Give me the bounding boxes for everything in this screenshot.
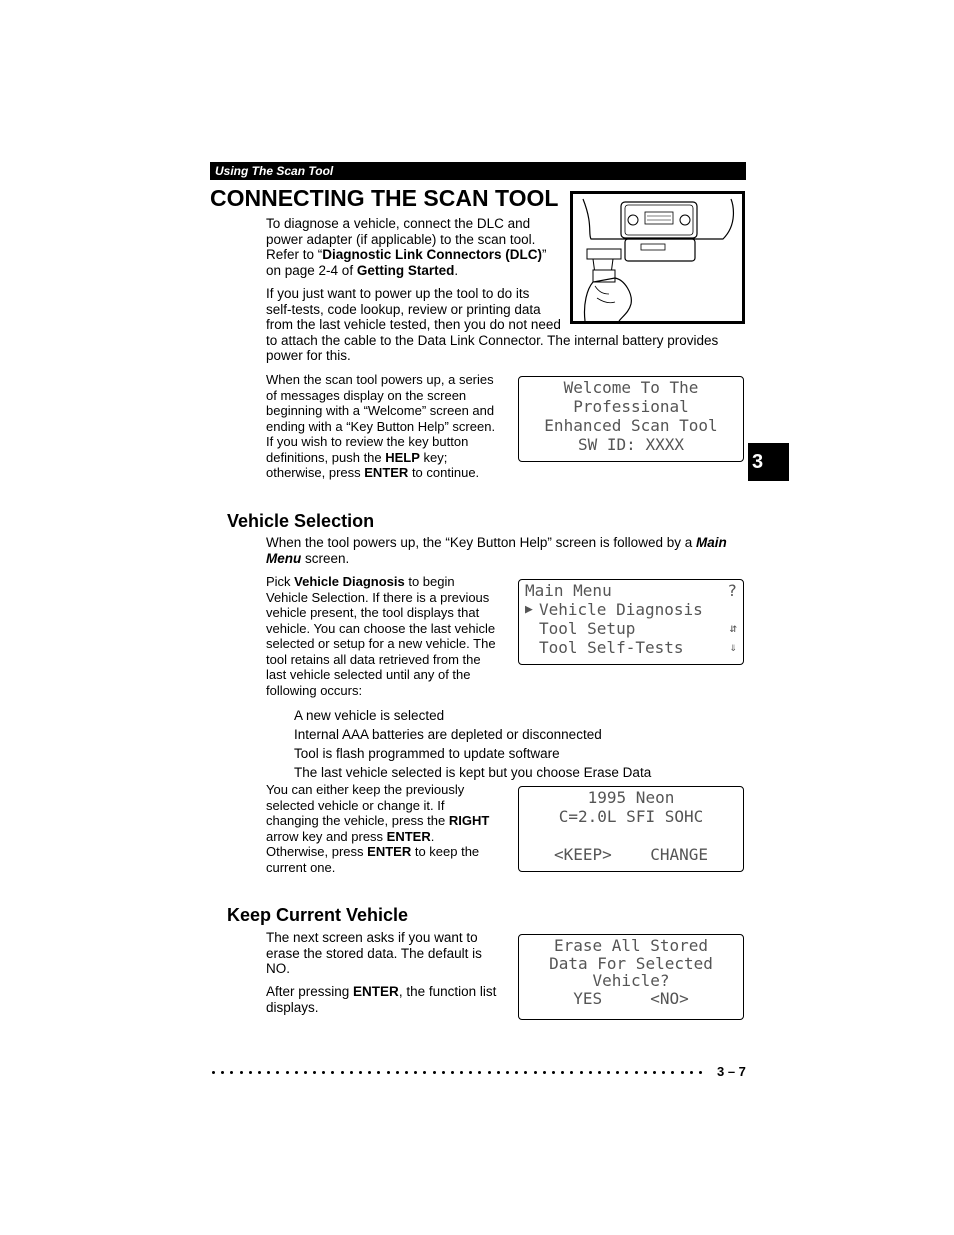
footer-dot: [506, 1071, 509, 1074]
text-line: To diagnose a vehicle, connect the DLC and: [266, 216, 531, 231]
enter-key-label: ENTER: [353, 984, 399, 999]
footer-dot: [322, 1071, 325, 1074]
text-line: When the scan tool powers up, a series: [266, 372, 494, 387]
footer-dot: [341, 1071, 344, 1074]
text-line: The next screen asks if you want to: [266, 930, 478, 945]
chapter-tab: 3: [748, 443, 789, 481]
footer-dot: [350, 1071, 353, 1074]
footer-dot: [561, 1071, 564, 1074]
text-line: [266, 984, 496, 1000]
text-line: beginning with a “Welcome” screen and: [266, 403, 495, 418]
scroll-indicator-icon: ⇵: [729, 621, 737, 635]
lcd-line: Enhanced Scan Tool: [544, 416, 718, 435]
page-title: CONNECTING THE SCAN TOOL: [210, 185, 559, 211]
footer-dot: [699, 1071, 702, 1074]
footer-dot: [414, 1071, 417, 1074]
footer-dot: [377, 1071, 380, 1074]
text-line: [266, 535, 727, 551]
scroll-down-icon: ⇓: [729, 640, 737, 654]
dlc-reference-link: Diagnostic Link Connectors (DLC): [322, 247, 543, 262]
text-line: selected or setup for a new vehicle. The: [266, 636, 496, 651]
footer-dot: [653, 1071, 656, 1074]
text-line: If you wish to review the key button: [266, 434, 469, 449]
enter-key-label: ENTER: [386, 828, 431, 844]
lcd-vehicle-screen: [518, 786, 744, 872]
section-header-bar: Using The Scan Tool: [210, 162, 746, 180]
text-span: .: [454, 262, 459, 278]
text-line: If you just want to power up the tool to do its: [266, 286, 530, 301]
list-item: The last vehicle selected is kept but you choose Erase Data: [294, 765, 652, 780]
footer-dot: [524, 1071, 527, 1074]
vehicle-selection-paragraph-3: [266, 782, 489, 875]
text-line: self-tests, code lookup, review or printing data: [266, 301, 541, 317]
footer-dot: [534, 1071, 537, 1074]
text-line: power adapter (if applicable) to the scan tool.: [266, 231, 536, 247]
lcd-line: SW ID: XXXX: [578, 435, 684, 454]
footer-dot: [451, 1071, 454, 1074]
footer-dot: [368, 1071, 371, 1074]
text-span: on page 2-4 of: [266, 262, 357, 278]
right-key-label: RIGHT: [448, 813, 490, 828]
text-line: vehicle present, the tool displays that: [266, 605, 480, 620]
text-line: [266, 844, 489, 860]
footer-dot: [681, 1071, 684, 1074]
intro-paragraph-1: [266, 216, 547, 278]
footer-dot: [570, 1071, 573, 1074]
text-span: After pressing: [266, 984, 354, 999]
footer-dot: [331, 1071, 334, 1074]
text-line: [266, 574, 496, 590]
text-line: from the last vehicle tested, then you do not need: [266, 317, 561, 332]
footer-dot: [671, 1071, 674, 1074]
vehicle-selection-paragraph-1: [266, 535, 727, 566]
footer-dot: [625, 1071, 628, 1074]
text-line: Vehicle Selection. If there is a previous: [266, 589, 490, 605]
text-span: Refer to “: [266, 247, 323, 262]
footer-dot: [276, 1071, 279, 1074]
lcd-line: Erase All Stored: [553, 936, 709, 955]
footer-dot: [460, 1071, 463, 1074]
footer-dot: [313, 1071, 316, 1074]
text-line: erase the stored data. The default is: [266, 945, 482, 961]
text-line: displays.: [266, 999, 319, 1015]
text-span: When the tool powers up, the “Key Button Help” screen is followed by a: [266, 535, 696, 550]
text-span: otherwise, press: [266, 465, 365, 480]
text-span: screen.: [301, 550, 350, 566]
vehicle-diagnosis-term: Vehicle Diagnosis: [294, 574, 405, 589]
text-span: arrow key and press: [266, 828, 387, 844]
footer-dot: [442, 1071, 445, 1074]
text-span: key;: [419, 449, 448, 465]
text-line: last vehicle selected until any of the: [266, 667, 471, 682]
text-span: Otherwise, press: [266, 844, 368, 859]
footer-dot: [469, 1071, 472, 1074]
text-span: definitions, push the: [266, 449, 386, 465]
footer-dot: [552, 1071, 555, 1074]
text-span: ”: [542, 247, 547, 262]
text-line: current one.: [266, 859, 336, 875]
intro-paragraph-2: [266, 286, 718, 364]
text-span: to continue.: [408, 465, 480, 480]
text-line: [266, 247, 547, 263]
footer-dot: [488, 1071, 491, 1074]
vehicle-selection-heading: Vehicle Selection: [227, 511, 375, 531]
lcd-erase-screen: [518, 934, 744, 1020]
footer-dot: [221, 1071, 224, 1074]
footer-dot: [616, 1071, 619, 1074]
vehicle-selection-paragraph-2: [266, 574, 496, 698]
footer-dot: [267, 1071, 270, 1074]
text-line: of messages display on the screen: [266, 387, 467, 403]
lcd-menu-title: Main Menu: [525, 581, 612, 600]
footer-dot: [497, 1071, 500, 1074]
text-line: [266, 263, 547, 279]
lcd-line: <KEEP> CHANGE: [553, 845, 709, 864]
lcd-line: Welcome To The: [563, 378, 699, 397]
page-number: 3 – 7: [717, 1064, 746, 1079]
text-line: [266, 465, 495, 481]
footer-dot: [644, 1071, 647, 1074]
footer-dot: [433, 1071, 436, 1074]
text-line: [266, 813, 489, 829]
text-span: , the function list: [398, 984, 497, 999]
text-line: ending with a “Key Button Help” screen.: [266, 418, 496, 434]
footer-dot: [580, 1071, 583, 1074]
help-indicator-icon: ?: [727, 581, 737, 600]
text-line: following occurs:: [266, 682, 363, 698]
text-line: You can either keep the previously: [266, 782, 465, 797]
main-menu-term: Main: [695, 535, 727, 550]
footer-dot: [240, 1071, 243, 1074]
lcd-line: Data For Selected: [549, 954, 713, 973]
footer-dot: [478, 1071, 481, 1074]
footer-dot: [286, 1071, 289, 1074]
footer-dot: [598, 1071, 601, 1074]
lcd-menu-item: Tool Self-Tests: [539, 638, 684, 657]
lcd-welcome-screen: [518, 376, 744, 462]
keep-current-vehicle-heading: Keep Current Vehicle: [227, 905, 409, 925]
text-line: to attach the cable to the Data Link Connector. The internal battery provides: [266, 332, 719, 348]
lcd-menu-item: Vehicle Diagnosis: [539, 600, 703, 619]
footer-dot: [258, 1071, 261, 1074]
footer-dot: [690, 1071, 693, 1074]
list-item: A new vehicle is selected: [294, 708, 445, 723]
footer-dot: [515, 1071, 518, 1074]
text-span: changing the vehicle, press the: [266, 813, 449, 828]
text-line: tool retains all data retrieved from the: [266, 651, 481, 667]
enter-key-label: ENTER: [364, 465, 409, 480]
list-item: Tool is flash programmed to update software: [294, 746, 560, 761]
lcd-line: C=2.0L SFI SOHC: [558, 807, 704, 826]
keep-current-paragraph-2: [266, 984, 496, 1015]
footer-dot: [635, 1071, 638, 1074]
footer-dotted-rule: [212, 1064, 712, 1074]
text-span: .: [430, 828, 435, 844]
footer-dot: [589, 1071, 592, 1074]
lcd-main-menu-screen: [518, 579, 744, 665]
text-line: [266, 450, 495, 466]
lcd-line: Professional: [573, 397, 689, 416]
main-menu-term: Menu: [266, 550, 302, 566]
footer-dot: [359, 1071, 362, 1074]
help-key-label: HELP: [385, 449, 420, 465]
footer-dot: [212, 1071, 215, 1074]
footer-dot: [607, 1071, 610, 1074]
text-line: [266, 551, 727, 567]
text-line: vehicle. You can choose the last vehicle: [266, 620, 496, 636]
text-line: selected vehicle or change it. If: [266, 797, 445, 813]
text-line: [266, 829, 489, 845]
footer-dot: [662, 1071, 665, 1074]
footer-dot: [405, 1071, 408, 1074]
menu-pointer-icon: ▶: [525, 602, 533, 617]
text-span: Pick: [266, 574, 295, 589]
text-line: NO.: [266, 961, 291, 976]
condition-list: [294, 706, 651, 782]
lcd-menu-item: Tool Setup: [539, 619, 636, 638]
footer-dot: [249, 1071, 252, 1074]
footer-dot: [423, 1071, 426, 1074]
lcd-line: Vehicle?: [592, 971, 670, 990]
intro-paragraph-3: [266, 372, 495, 481]
text-span: to keep the: [411, 844, 480, 859]
footer-dot: [295, 1071, 298, 1074]
list-item: Internal AAA batteries are depleted or disconnected: [294, 727, 602, 742]
enter-key-label: ENTER: [367, 844, 412, 859]
footer-dot: [304, 1071, 307, 1074]
lcd-line: YES <NO>: [573, 989, 689, 1008]
text-line: power for this.: [266, 348, 351, 363]
getting-started-reference: Getting Started: [356, 262, 455, 278]
footer-dot: [396, 1071, 399, 1074]
footer-dot: [543, 1071, 546, 1074]
text-span: to begin: [404, 574, 455, 589]
footer-dot: [230, 1071, 233, 1074]
keep-current-paragraph-1: [266, 930, 482, 977]
footer-dot: [387, 1071, 390, 1074]
lcd-line: 1995 Neon: [587, 788, 675, 807]
